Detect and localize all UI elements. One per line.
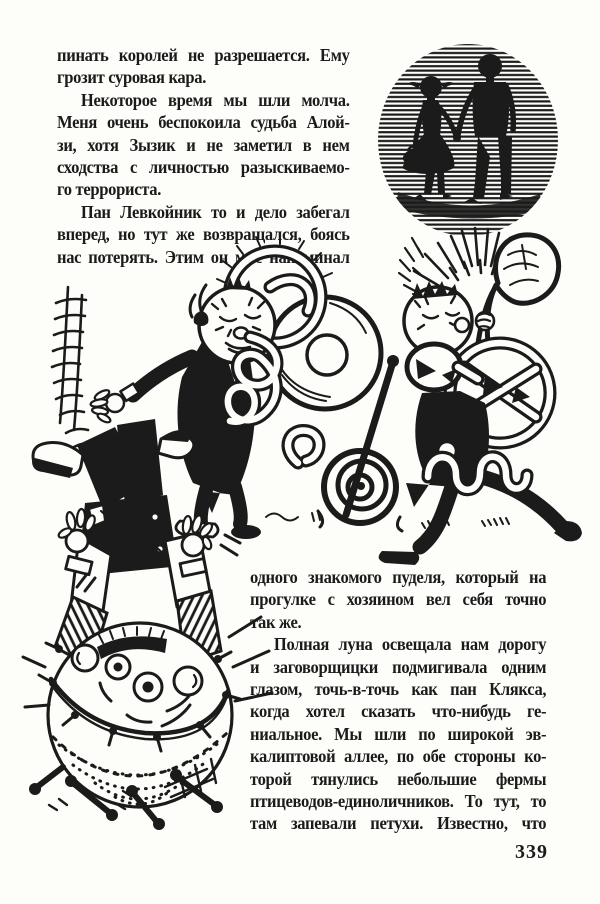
text-line: го террориста. [57,179,162,200]
text-line: и заговорщицки подмигивала одним [250,656,547,677]
text-line: Пан Левкойник то и дело забегал [80,201,350,222]
drummer-illustration [15,415,275,875]
upturned-legs [32,419,194,509]
text-line: Некоторое время мы шли молча. [80,89,350,110]
text-line: глазом, точь-в-точь как пан Клякса, [250,678,547,699]
text-line: ниальное. Мы шли по широкой эв- [250,723,547,744]
text-line: грозит суровая кара. [57,67,207,88]
right-hand [180,514,214,576]
text-line: пинать королей не разрешается. Ему [57,45,350,65]
text-line: одного знакомого пуделя, который на [250,567,547,587]
text-line: Меня очень беспокоила судьба Алой- [57,112,350,133]
text-line: сходства с личностью разыскиваемо- [57,156,350,177]
horn-bell-front [269,297,381,409]
text-line: когда хотел сказать что-нибудь ге- [250,701,547,722]
right-musician [379,235,582,565]
text-line: вперед, но тут же возвращался, боясь [57,224,350,245]
text-line: птицеводов-единоличников. То тут, то [250,790,547,811]
text-line: нас потерять. Этим он мне напоминал [57,246,350,267]
text-line: там запевали петухи. Известно, что [250,813,547,834]
text-line: калиптовой аллее, по обе стороны ко- [250,746,547,767]
striped-oval-vignette [378,44,558,236]
text-line: так же. [250,611,302,632]
bottom-paragraph-block [250,566,546,835]
text-line: торой тянулись небольшие фермы [250,768,547,789]
text-line: зи, хотя Зызик и не заметил в нем [57,134,350,155]
text-line: прогулке с хозяином вел себя точно [250,589,547,610]
page-number: 339 [515,841,548,863]
text-line: Полная луна освещала нам дорогу [273,634,547,655]
